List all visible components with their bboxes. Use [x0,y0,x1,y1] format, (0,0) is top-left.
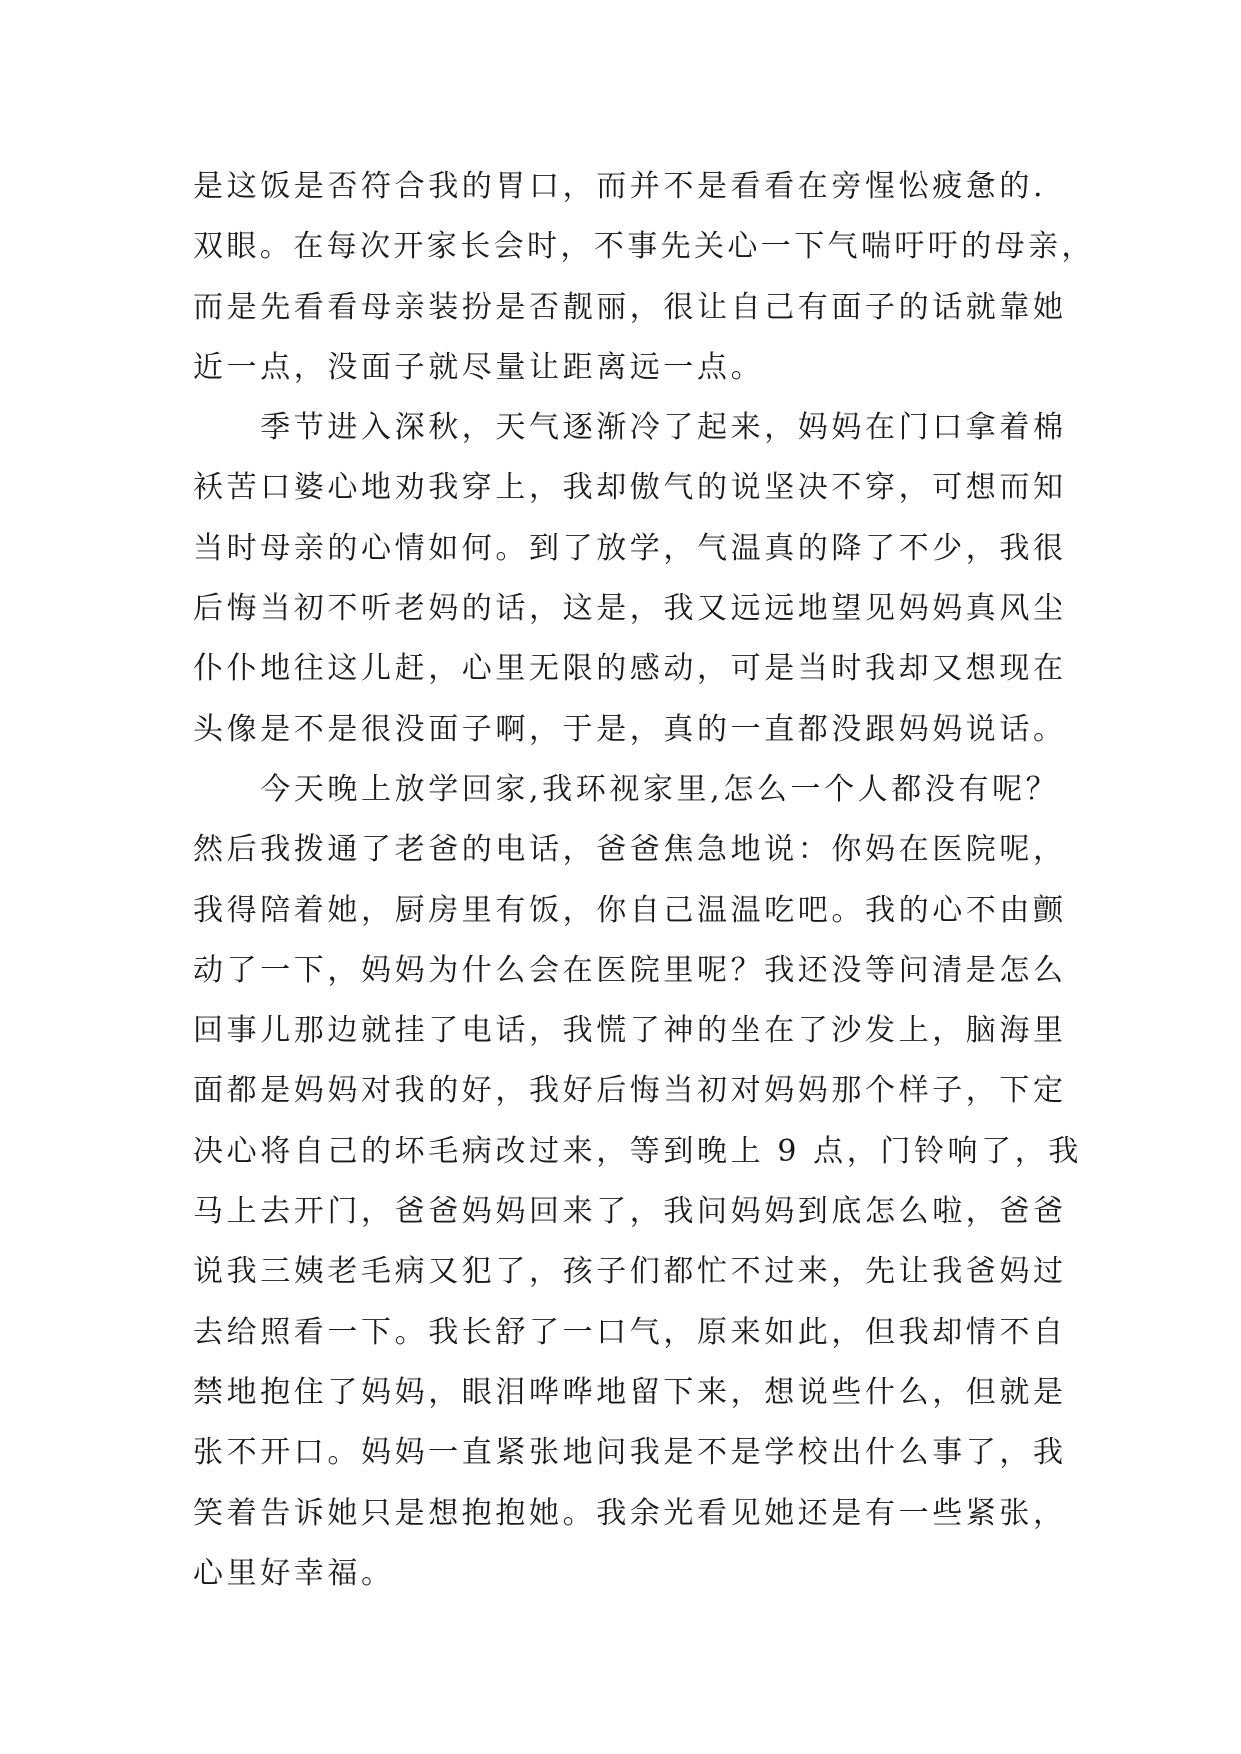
body-text [193,157,1095,1604]
text-line: 近一点，没面子就尽量让距离远一点。 [193,349,765,385]
text-line: 面都是妈妈对我的好，我好后悔当初对妈妈那个样子，下定 [193,1073,1067,1109]
text-line: 今天晚上放学回家,我环视家里,怎么一个人都没有呢？ [193,771,1060,807]
text-line: 后悔当初不听老妈的话，这是，我又远远地望见妈妈真风尘 [193,591,1067,627]
text-line: 仆仆地往这儿赶，心里无限的感动，可是当时我却又想现在 [193,651,1067,687]
text-line: 心里好幸福。 [193,1555,395,1591]
text-line: 笑着告诉她只是想抱抱她。我余光看见她还是有一些紧张， [193,1495,1067,1531]
text-line: 去给照看一下。我长舒了一口气，原来如此，但我却情不自 [193,1314,1067,1350]
text-line: 季节进入深秋，天气逐渐冷了起来，妈妈在门口拿着棉 [193,410,1067,446]
text-line: 说我三姨老毛病又犯了，孩子们都忙不过来，先让我爸妈过 [193,1254,1067,1290]
text-line: 然后我拨通了老爸的电话，爸爸焦急地说：你妈在医院呢， [193,832,1067,868]
text-line: 回事儿那边就挂了电话，我慌了神的坐在了沙发上，脑海里 [193,1013,1067,1049]
text-line: 张不开口。妈妈一直紧张地问我是不是学校出什么事了，我 [193,1435,1067,1471]
text-line: 我得陪着她，厨房里有饭，你自己温温吃吧。我的心不由颤 [193,892,1067,928]
text-line: 马上去开门，爸爸妈妈回来了，我问妈妈到底怎么啦，爸爸 [193,1194,1067,1230]
text-line: 袄苦口婆心地劝我穿上，我却傲气的说坚决不穿，可想而知 [193,470,1067,506]
text-line: 决心将自己的坏毛病改过来，等到晚上 9 点，门铃响了，我 [193,1133,1082,1169]
text-line: 当时母亲的心情如何。到了放学，气温真的降了不少，我很 [193,530,1067,566]
text-line: 而是先看看母亲装扮是否靓丽，很让自己有面子的话就靠她 [193,289,1067,325]
text-line: 是这饭是否符合我的胃口，而并不是看看在旁惺忪疲惫的. [193,169,1047,204]
text-line: 禁地抱住了妈妈，眼泪哗哗地留下来，想说些什么，但就是 [193,1374,1067,1410]
text-line: 双眼。在每次开家长会时，不事先关心一下气喘吁吁的母亲， [193,229,1095,265]
text-line: 头像是不是很没面子啊，于是，真的一直都没跟妈妈说话。 [193,711,1067,747]
text-line: 动了一下，妈妈为什么会在医院里呢？我还没等问清是怎么 [193,952,1067,988]
